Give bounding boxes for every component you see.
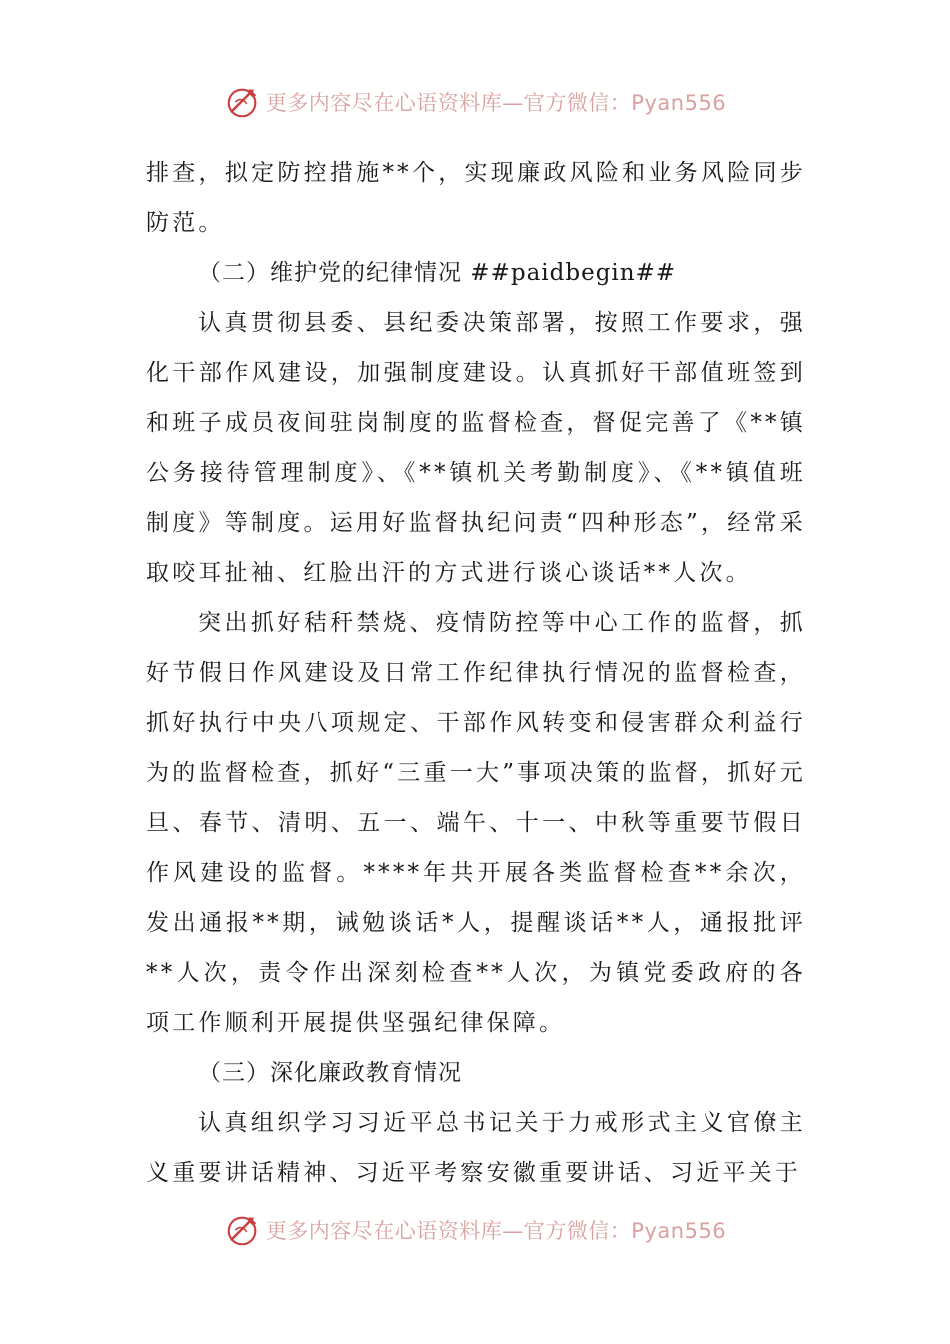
pen-logo-icon xyxy=(224,83,262,121)
paragraph-continuation: 排查，拟定防控措施**个，实现廉政风险和业务风险同步防范。 xyxy=(146,160,806,236)
footer-watermark-text: 更多内容尽在心语资料库—官方微信：Pyan556 xyxy=(265,1219,727,1243)
footer-watermark-banner xyxy=(0,1210,950,1250)
header-watermark-banner xyxy=(0,82,950,122)
document-body xyxy=(146,148,806,1198)
pen-logo-icon xyxy=(224,1211,262,1249)
paragraph-discipline: 认真贯彻县委、县纪委决策部署，按照工作要求，强化干部作风建设，加强制度建设。认真抓好干部值班签到和班子成员夜间驻岗制度的监督检查，督促完善了《**镇公务接待管理制度》、《**镇机关考勤制度》、《**镇值班制度》等制度。运用好监督执纪问责“四种形态”，经常采取咬耳扯袖、红脸出汗的方式进行谈心谈话**人次。 xyxy=(146,310,806,586)
section-heading-3: （三）深化廉政教育情况 xyxy=(198,1060,462,1086)
paragraph-education: 认真组织学习习近平总书记关于力戒形式主义官僚主义重要讲话精神、习近平考察安徽重要讲话、习近平关于 xyxy=(146,1110,806,1186)
paragraph-supervision: 突出抓好秸秆禁烧、疫情防控等中心工作的监督，抓好节假日作风建设及日常工作纪律执行情况的监督检查，抓好执行中央八项规定、干部作风转变和侵害群众利益行为的监督检查，抓好“三重一大”事项决策的监督，抓好元旦、春节、清明、五一、端午、十一、中秋等重要节假日作风建设的监督。****年共开展各类监督检查**余次，发出通报**期，诫勉谈话*人，提醒谈话**人，通报批评**人次，责令作出深刻检查**人次，为镇党委政府的各项工作顺利开展提供坚强纪律保障。 xyxy=(146,610,806,1036)
header-watermark-text: 更多内容尽在心语资料库—官方微信：Pyan556 xyxy=(265,91,727,115)
section-heading-2: （二）维护党的纪律情况 ##paidbegin## xyxy=(198,260,677,286)
